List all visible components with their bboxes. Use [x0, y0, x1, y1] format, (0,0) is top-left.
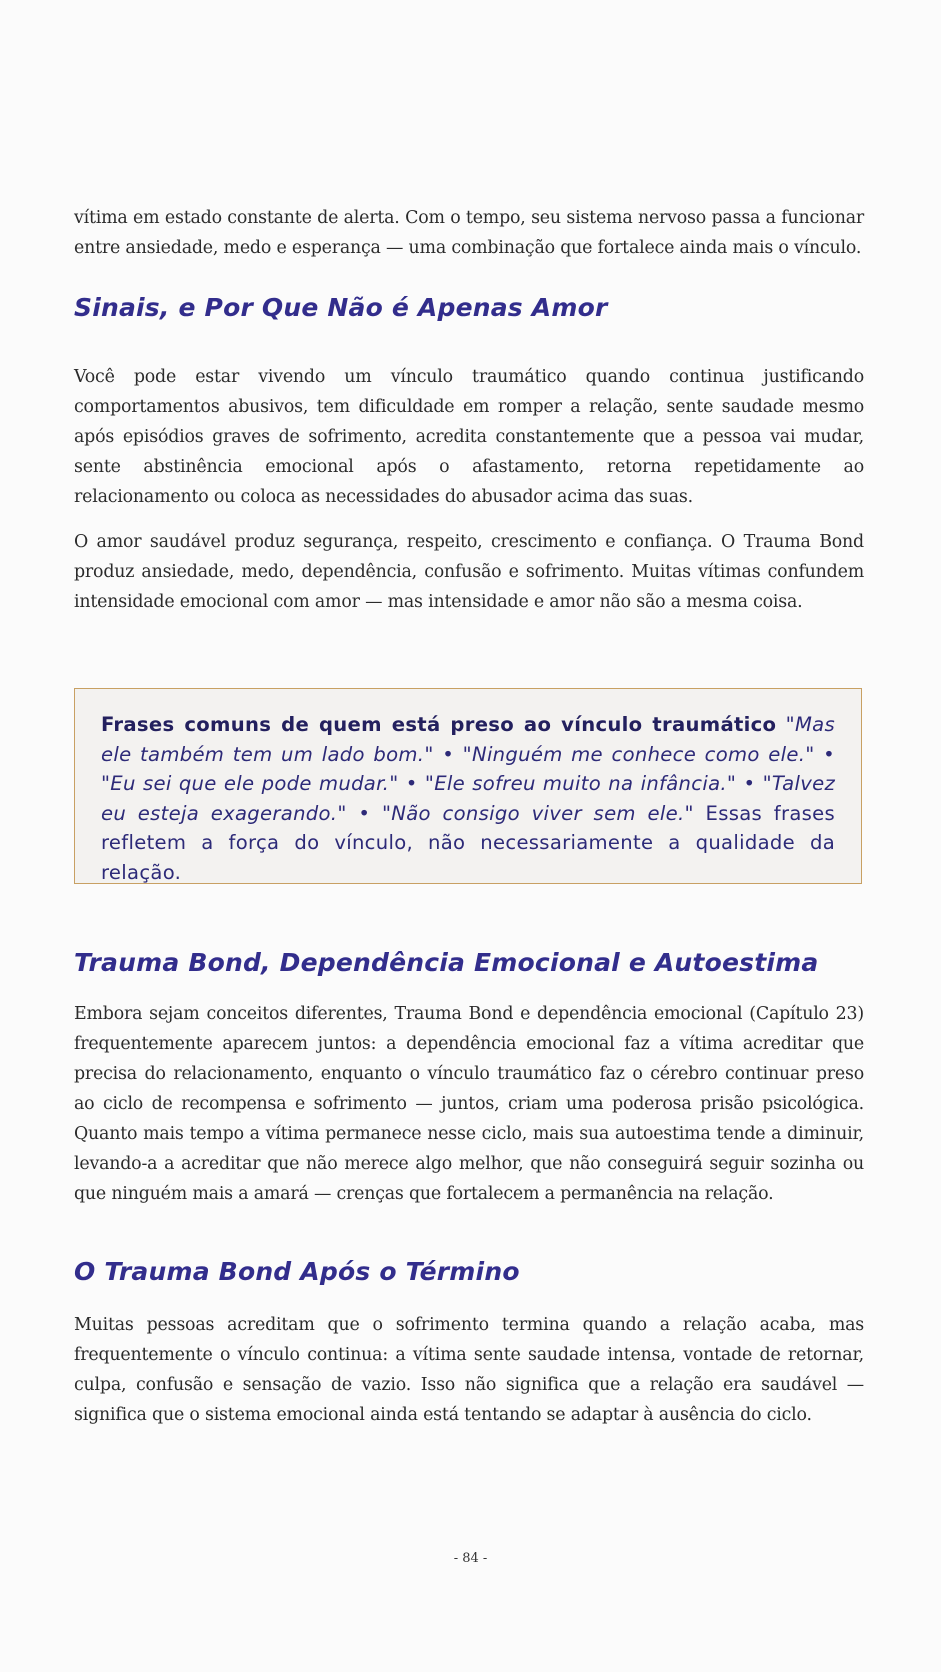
- dependence-paragraph: Embora sejam conceitos diferentes, Trauma Bond e dependência emocional (Capítulo 23) frequentemente aparecem juntos: a dependência emocional faz a vítima acreditar que precisa do relacionamento, enquanto o vínculo traumático faz o cérebro continuar preso ao ciclo de recompensa e sofrimento — juntos, criam uma poderosa prisão psicológica. Quanto mais tempo a vítima permanece nesse ciclo, mais sua autoestima tende a diminuir, levando-a a acreditar que não merece algo melhor, que não conseguirá seguir sozinha ou que ninguém mais a amará — crenças que fortalecem a permanência na relação.: [74, 1004, 864, 1204]
- bullet-separator: •: [405, 772, 418, 796]
- callout-box: [74, 688, 862, 884]
- callout-quote-4: "Ele sofreu muito na infância.": [424, 772, 737, 796]
- section-heading-after-end: O Trauma Bond Após o Término: [74, 1257, 520, 1286]
- callout-quote-3: "Eu sei que ele pode mudar.": [101, 772, 399, 796]
- heading-signs-block: [74, 293, 864, 322]
- bullet-separator: •: [442, 742, 455, 766]
- callout-title: Frases comuns de quem está preso ao vínculo traumático: [101, 713, 777, 736]
- signs-paragraph-1-block: [74, 362, 864, 512]
- intro-paragraph-block: [74, 203, 864, 263]
- heading-after-end-block: [74, 1257, 864, 1286]
- callout-quote-2: "Ninguém me conhece como ele.": [462, 742, 815, 766]
- callout-quote-5: "Talvez eu esteja exagerando.": [101, 772, 836, 825]
- after-end-paragraph: Muitas pessoas acreditam que o sofrimento termina quando a relação acaba, mas frequentemente o vínculo continua: a vítima sente saudade intensa, vontade de retornar, culpa, confusão e sensação de vazio. Isso não significa que a relação era saudável — significa que o sistema emocional ainda está tentando se adaptar à ausência do ciclo.: [74, 1315, 864, 1425]
- section-heading-dependence: Trauma Bond, Dependência Emocional e Autoestima: [74, 948, 819, 977]
- bullet-separator: •: [358, 801, 371, 825]
- callout-text: [101, 710, 835, 888]
- heading-dependence-block: [74, 948, 864, 977]
- dependence-paragraph-block: [74, 999, 864, 1209]
- callout-quote-6: "Não consigo viver sem ele.": [381, 801, 694, 825]
- signs-paragraph-1: Você pode estar vivendo um vínculo traumático quando continua justificando comportamentos abusivos, tem dificuldade em romper a relação, sente saudade mesmo após episódios graves de sofrimento, acredita constantemente que a pessoa vai mudar, sente abstinência emocional após o afastamento, retorna repetidamente ao relacionamento ou coloca as necessidades do abusador acima das suas.: [74, 367, 864, 507]
- bullet-separator: •: [823, 742, 835, 766]
- signs-paragraph-2: O amor saudável produz segurança, respeito, crescimento e confiança. O Trauma Bond produz ansiedade, medo, dependência, confusão e sofrimento. Muitas vítimas confundem intensidade emocional com amor — mas intensidade e amor não são a mesma coisa.: [74, 532, 864, 612]
- signs-paragraph-2-block: [74, 527, 864, 617]
- section-heading-signs: Sinais, e Por Que Não é Apenas Amor: [74, 293, 608, 322]
- callout-conclusion: Essas frases refletem a força do vínculo, não necessariamente a qualidade da relação.: [101, 801, 836, 884]
- callout-quote-1: "Mas ele também tem um lado bom.": [101, 713, 835, 766]
- page-number: - 84 -: [453, 1551, 488, 1566]
- intro-paragraph: vítima em estado constante de alerta. Com o tempo, seu sistema nervoso passa a funcionar entre ansiedade, medo e esperança — uma combinação que fortalece ainda mais o vínculo.: [74, 208, 864, 258]
- after-end-paragraph-block: [74, 1310, 864, 1430]
- bullet-separator: •: [743, 772, 756, 796]
